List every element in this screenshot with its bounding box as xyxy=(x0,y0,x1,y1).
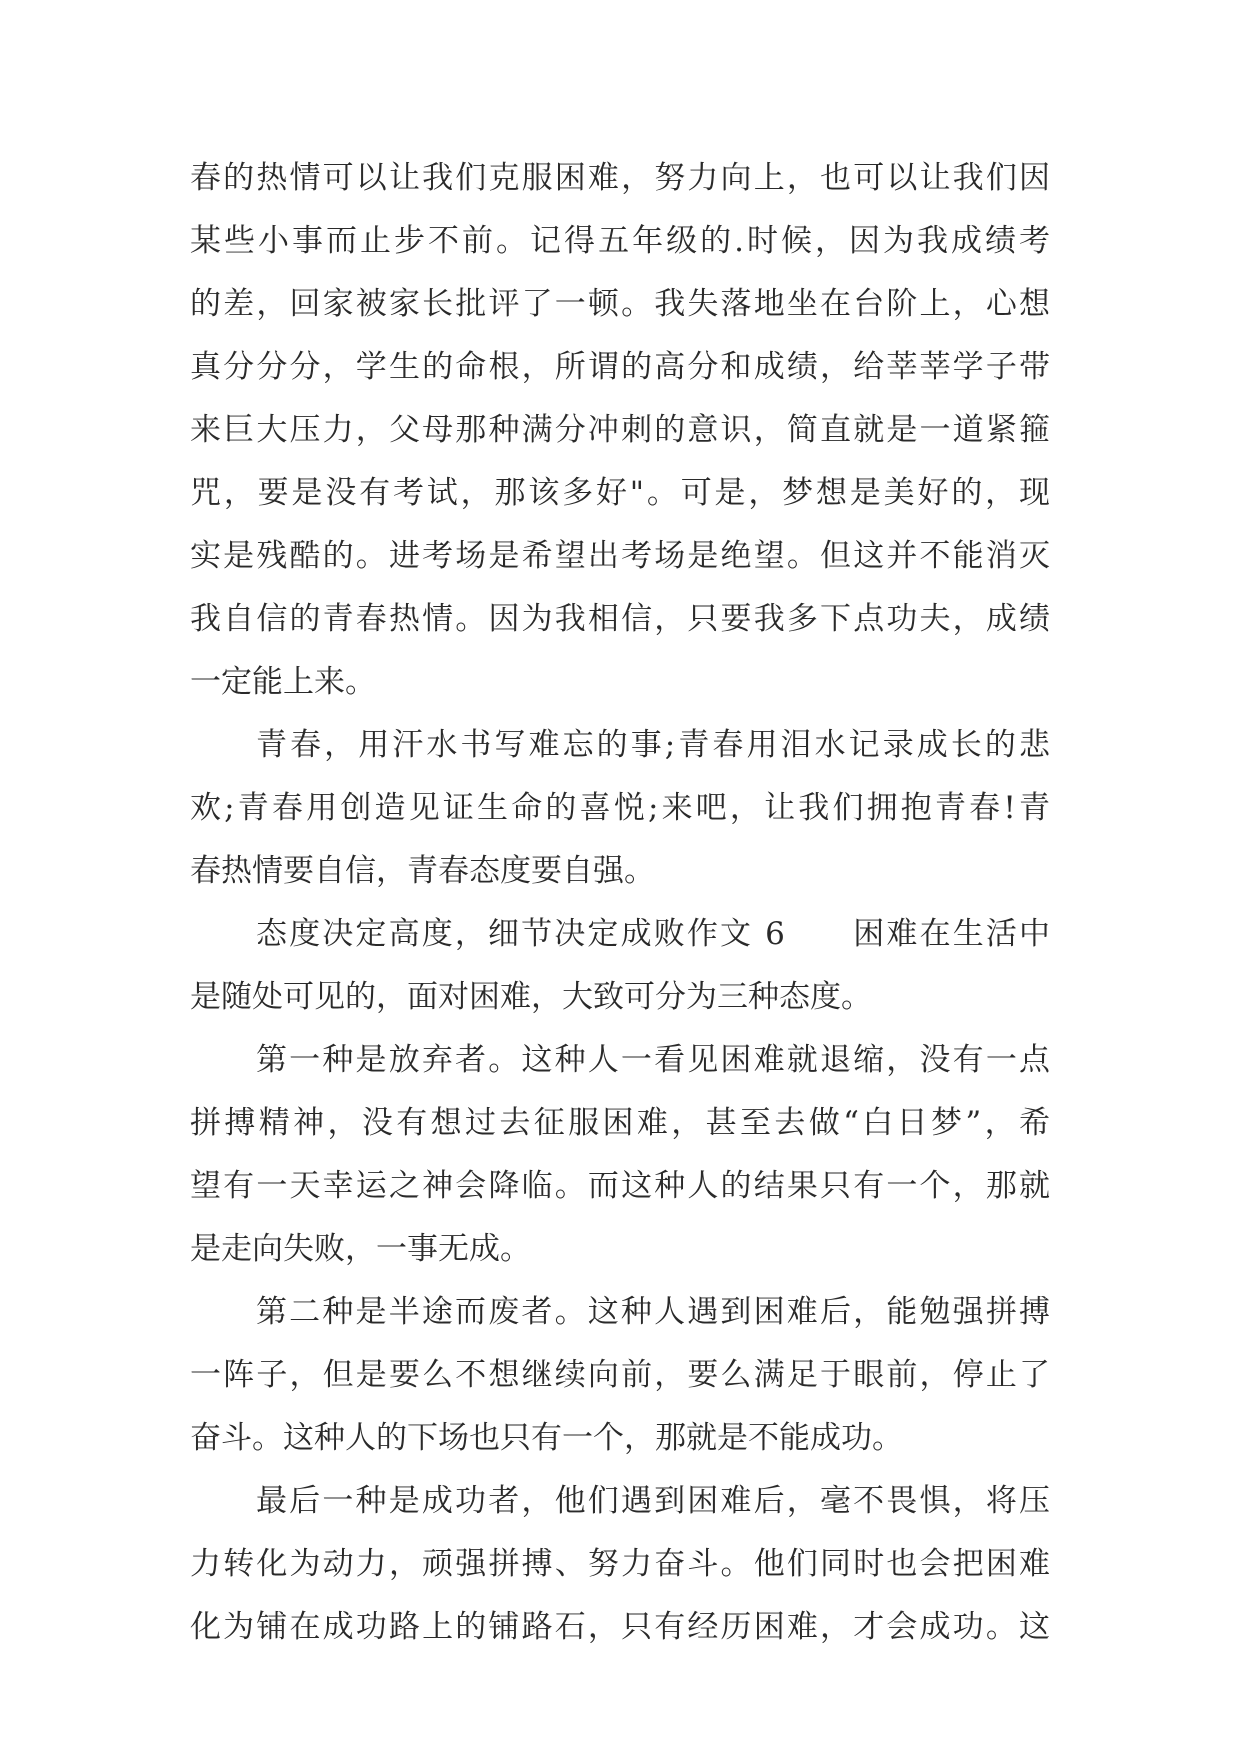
text-line: 某些小事而止步不前。记得五年级的.时候，因为我成绩考 xyxy=(190,223,1050,259)
text-line: 拼搏精神，没有想过去征服困难，甚至去做“白日梦”，希 xyxy=(190,1105,1050,1141)
text-line: 春的热情可以让我们克服困难，努力向上，也可以让我们因 xyxy=(190,160,1050,196)
text-line: 真分分分，学生的命根，所谓的高分和成绩，给莘莘学子带 xyxy=(190,349,1050,385)
text-line: 春热情要自信，青春态度要自强。 xyxy=(190,853,655,889)
text-line: 是走向失败，一事无成。 xyxy=(190,1231,531,1267)
text-line: 力转化为动力，顽强拼搏、努力奋斗。他们同时也会把困难 xyxy=(190,1546,1050,1582)
text-line: 奋斗。这种人的下场也只有一个，那就是不能成功。 xyxy=(190,1420,903,1456)
text-line: 是随处可见的，面对困难，大致可分为三种态度。 xyxy=(190,979,872,1015)
text-line: 一阵子，但是要么不想继续向前，要么满足于眼前，停止了 xyxy=(190,1357,1050,1393)
text-line: 一定能上来。 xyxy=(190,664,376,700)
text-line: 我自信的青春热情。因为我相信，只要我多下点功夫，成绩 xyxy=(190,601,1050,637)
paragraph-first-line: 最后一种是成功者，他们遇到困难后，毫不畏惧，将压 xyxy=(256,1483,1050,1519)
paragraph-first-line: 青春，用汗水书写难忘的事;青春用泪水记录成长的悲 xyxy=(256,727,1050,763)
paragraph-first-line: 第一种是放弃者。这种人一看见困难就退缩，没有一点 xyxy=(256,1042,1050,1078)
text-line: 化为铺在成功路上的铺路石，只有经历困难，才会成功。这 xyxy=(190,1609,1050,1645)
text-line: 的差，回家被家长批评了一顿。我失落地坐在台阶上，心想 xyxy=(190,286,1050,322)
text-line: 望有一天幸运之神会降临。而这种人的结果只有一个，那就 xyxy=(190,1168,1050,1204)
text-line: 来巨大压力，父母那种满分冲刺的意识，简直就是一道紧箍 xyxy=(190,412,1050,448)
text-line: 欢;青春用创造见证生命的喜悦;来吧，让我们拥抱青春!青 xyxy=(190,790,1050,826)
section-heading-line: 态度决定高度，细节决定成败作文 6 困难在生活中 xyxy=(256,916,1050,952)
paragraph-first-line: 第二种是半途而废者。这种人遇到困难后，能勉强拼搏 xyxy=(256,1294,1050,1330)
text-line: 咒，要是没有考试，那该多好"。可是，梦想是美好的，现 xyxy=(190,475,1050,511)
text-line: 实是残酷的。进考场是希望出考场是绝望。但这并不能消灭 xyxy=(190,538,1050,574)
